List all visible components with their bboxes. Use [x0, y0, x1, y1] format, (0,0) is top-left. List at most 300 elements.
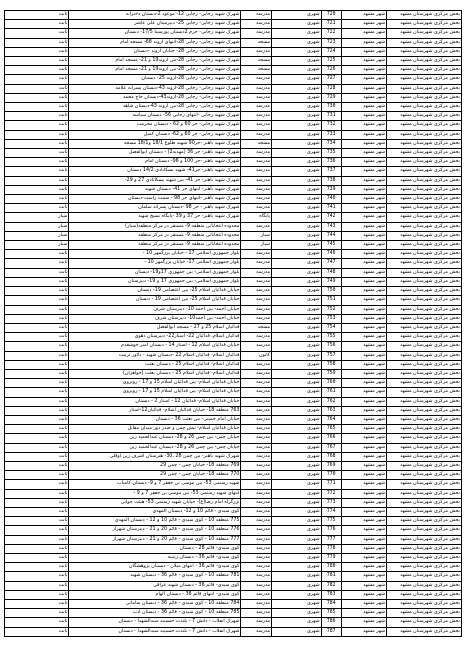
station-number-cell: 770	[321, 471, 341, 480]
region-cell: بخش مرکزی شهرستان مشهد	[387, 333, 462, 342]
region-cell: بخش مرکزی شهرستان مشهد	[387, 590, 462, 599]
station-number-cell: 764	[321, 415, 341, 424]
venue-type-cell: مدرسه	[241, 443, 272, 452]
station-number-cell: 731	[321, 112, 341, 121]
table-row	[5, 314, 462, 323]
region-cell: بخش مرکزی شهرستان مشهد	[387, 517, 462, 526]
city-cell: شهر مشهد	[341, 434, 386, 443]
status-cell: ثابت	[5, 342, 69, 351]
status-cell: سیار	[5, 213, 69, 222]
city-cell: شهر مشهد	[341, 618, 386, 627]
area-type-cell: شهری	[272, 222, 322, 231]
status-cell: ثابت	[5, 112, 69, 121]
status-cell: ثابت	[5, 572, 69, 581]
table-row	[5, 406, 462, 415]
area-type-cell: شهری	[272, 75, 322, 84]
city-cell: شهر مشهد	[341, 507, 386, 516]
venue-type-cell: مدرسه	[241, 176, 272, 185]
station-number-cell: 762	[321, 397, 341, 406]
city-cell: شهر مشهد	[341, 231, 386, 240]
table-row	[5, 471, 462, 480]
venue-type-cell: مدرسه	[241, 20, 272, 29]
station-number-cell: 748	[321, 268, 341, 277]
venue-type-cell: مدرسه	[241, 600, 272, 609]
status-cell: ثابت	[5, 250, 69, 259]
area-type-cell: شهری	[272, 296, 322, 305]
status-cell: سیار	[5, 231, 69, 240]
area-type-cell: شهری	[272, 241, 322, 250]
area-type-cell: شهری	[272, 103, 322, 112]
table-row	[5, 581, 462, 590]
station-number-cell: 754	[321, 323, 341, 332]
city-cell: شهر مشهد	[341, 103, 386, 112]
city-cell: شهر مشهد	[341, 66, 386, 75]
area-type-cell: شهری	[272, 323, 322, 332]
table-row	[5, 434, 462, 443]
table-row	[5, 526, 462, 535]
table-row	[5, 66, 462, 75]
station-number-cell: 780	[321, 563, 341, 572]
address-cell: بلوار جمهوری اسلامی- بین جمهوری 17 و 19- دبیرستان	[69, 277, 241, 286]
city-cell: شهر مشهد	[341, 342, 386, 351]
area-type-cell: شهری	[272, 57, 322, 66]
address-cell: شهرک شهید رجایی- حر 60 و 62- دبستان کمیل	[69, 130, 241, 139]
station-number-cell: 745	[321, 241, 341, 250]
city-cell: شهر مشهد	[341, 204, 386, 213]
area-type-cell: شهری	[272, 277, 322, 286]
address-cell: شهرک شهید باهنر -حر90 شهید طلوع 18/1 و18/1 مسجد	[69, 139, 241, 148]
status-cell: ثابت	[5, 590, 69, 599]
station-number-cell: 761	[321, 388, 341, 397]
table-row	[5, 287, 462, 296]
venue-type-cell: مدرسه	[241, 93, 272, 102]
venue-type-cell: مدرسه	[241, 222, 272, 231]
address-cell: شهرک شهید باهنر- بین چمن 28 ،30- هنرستان اشرف زین اوقلی	[69, 452, 241, 461]
table-row	[5, 563, 462, 572]
table-row	[5, 268, 462, 277]
table-row	[5, 553, 462, 562]
table-row	[5, 443, 462, 452]
status-cell: ثابت	[5, 507, 69, 516]
region-cell: بخش مرکزی شهرستان مشهد	[387, 149, 462, 158]
table-row	[5, 222, 462, 231]
status-cell: ثابت	[5, 20, 69, 29]
region-cell: بخش مرکزی شهرستان مشهد	[387, 388, 462, 397]
region-cell: بخش مرکزی شهرستان مشهد	[387, 618, 462, 627]
area-type-cell: شهری	[272, 333, 322, 342]
address-cell: شهرک شهید رجایی- رجایی 25- دبیرستان علی عاشر	[69, 20, 241, 29]
address-cell: شهرک شهید رجایی- رجایی 12- موعود 2-دبستان دختزانه	[69, 11, 241, 20]
station-number-cell: 732	[321, 121, 341, 130]
address-cell: خیابان احمد- بین احمد10- دبیرستان شرف	[69, 314, 241, 323]
venue-type-cell: مدرسه	[241, 268, 272, 277]
status-cell: ثابت	[5, 618, 69, 627]
address-cell: خیابان فدائیان اسلام- فدائیان 12 - استار 2 - دبستان	[69, 397, 241, 406]
polling-stations-table	[4, 10, 462, 637]
venue-type-cell: مدرسه	[241, 250, 272, 259]
status-cell: ثابت	[5, 121, 69, 130]
city-cell: شهر مشهد	[341, 489, 386, 498]
status-cell: ثابت	[5, 553, 69, 562]
status-cell: ثابت	[5, 158, 69, 167]
region-cell: بخش مرکزی شهرستان مشهد	[387, 498, 462, 507]
region-cell: بخش مرکزی شهرستان مشهد	[387, 93, 462, 102]
area-type-cell: شهری	[272, 452, 322, 461]
table-row	[5, 369, 462, 378]
status-cell: ثابت	[5, 57, 69, 66]
status-cell: ثابت	[5, 517, 69, 526]
venue-type-cell: مدرسه	[241, 627, 272, 636]
station-number-cell: 728	[321, 84, 341, 93]
status-cell: ثابت	[5, 185, 69, 194]
region-cell: بخش مرکزی شهرستان مشهد	[387, 379, 462, 388]
venue-type-cell: مدرسه	[241, 618, 272, 627]
table-row	[5, 231, 462, 240]
table-row	[5, 572, 462, 581]
venue-type-cell: مدرسه	[241, 204, 272, 213]
table-row	[5, 38, 462, 47]
region-cell: بخش مرکزی شهرستان مشهد	[387, 397, 462, 406]
table-row	[5, 498, 462, 507]
status-cell: ثابت	[5, 149, 69, 158]
region-cell: بخش مرکزی شهرستان مشهد	[387, 139, 462, 148]
area-type-cell: شهری	[272, 38, 322, 47]
status-cell: ثابت	[5, 333, 69, 342]
venue-type-cell: مدرسه	[241, 425, 272, 434]
city-cell: شهر مشهد	[341, 47, 386, 56]
city-cell: شهر مشهد	[341, 471, 386, 480]
status-cell: ثابت	[5, 461, 69, 470]
status-cell: ثابت	[5, 443, 69, 452]
table-row	[5, 507, 462, 516]
station-number-cell: 729	[321, 93, 341, 102]
region-cell: بخش مرکزی شهرستان مشهد	[387, 563, 462, 572]
station-number-cell: 759	[321, 369, 341, 378]
address-cell: 769 منطقه 18- خیابان چمن - چمن 29	[69, 461, 241, 470]
area-type-cell: شهری	[272, 342, 322, 351]
city-cell: شهر مشهد	[341, 93, 386, 102]
address-cell: 781 منطقه 10 - کوی سیدی - قائم 36 - دبستان شهید	[69, 572, 241, 581]
region-cell: بخش مرکزی شهرستان مشهد	[387, 434, 462, 443]
venue-type-cell: مدرسه	[241, 609, 272, 618]
address-cell: بلوار جمهوری اسلامی 17 - خیابان بزرگمهر 10 -	[69, 250, 241, 259]
area-type-cell: شهری	[272, 185, 322, 194]
region-cell: بخش مرکزی شهرستان مشهد	[387, 425, 462, 434]
address-cell: فدائیان اسلام، فدائیان 22- استار22- دبیرستان دهوی	[69, 333, 241, 342]
region-cell: بخش مرکزی شهرستان مشهد	[387, 158, 462, 167]
status-cell: ثابت	[5, 66, 69, 75]
address-cell: شهید رستمی 53- بین موسی بن جعفر 7 و 9- دبستان کامیاب	[69, 480, 241, 489]
venue-type-cell: مدرسه	[241, 130, 272, 139]
city-cell: شهر مشهد	[341, 158, 386, 167]
venue-type-cell: سیار	[241, 231, 272, 240]
station-number-cell: 726	[321, 66, 341, 75]
area-type-cell: شهری	[272, 287, 322, 296]
station-number-cell: 723	[321, 38, 341, 47]
status-cell: ثابت	[5, 277, 69, 286]
table-row	[5, 360, 462, 369]
status-cell: ثابت	[5, 369, 69, 378]
station-number-cell: 785	[321, 609, 341, 618]
area-type-cell: شهری	[272, 213, 322, 222]
table-row	[5, 213, 462, 222]
address-cell: کوی سیدی- انتهای قائم 36 - دبستان الهام	[69, 590, 241, 599]
station-number-cell: 769	[321, 461, 341, 470]
table-row	[5, 195, 462, 204]
venue-type-cell: مدرسه	[241, 553, 272, 562]
table-row	[5, 618, 462, 627]
region-cell: بخش مرکزی شهرستان مشهد	[387, 443, 462, 452]
city-cell: شهر مشهد	[341, 149, 386, 158]
table-row	[5, 277, 462, 286]
table-row	[5, 121, 462, 130]
address-cell: بزرگراه امام رضا(ع)- خیابان شهید رستمی 53- هیئت جوانی	[69, 498, 241, 507]
region-cell: بخش مرکزی شهرستان مشهد	[387, 11, 462, 20]
venue-type-cell: مدرسه	[241, 415, 272, 424]
region-cell: بخش مرکزی شهرستان مشهد	[387, 204, 462, 213]
city-cell: شهر مشهد	[341, 425, 386, 434]
status-cell: ثابت	[5, 609, 69, 618]
region-cell: بخش مرکزی شهرستان مشهد	[387, 287, 462, 296]
status-cell: ثابت	[5, 480, 69, 489]
city-cell: شهر مشهد	[341, 250, 386, 259]
area-type-cell: شهری	[272, 139, 322, 148]
region-cell: بخش مرکزی شهرستان مشهد	[387, 176, 462, 185]
table-row	[5, 130, 462, 139]
station-number-cell: 751	[321, 296, 341, 305]
area-type-cell: شهری	[272, 314, 322, 323]
city-cell: شهر مشهد	[341, 379, 386, 388]
region-cell: بخش مرکزی شهرستان مشهد	[387, 452, 462, 461]
station-number-cell: 767	[321, 443, 341, 452]
area-type-cell: شهری	[272, 259, 322, 268]
city-cell: شهر مشهد	[341, 535, 386, 544]
city-cell: شهر مشهد	[341, 195, 386, 204]
station-number-cell: 763	[321, 406, 341, 415]
area-type-cell: شهری	[272, 581, 322, 590]
area-type-cell: شهری	[272, 553, 322, 562]
venue-type-cell: مدرسه	[241, 369, 272, 378]
status-cell: ثابت	[5, 11, 69, 20]
area-type-cell: شهری	[272, 360, 322, 369]
address-cell: کوی سیدی- قائم 36 - انتهای میلان - دبستان پژوهشگان	[69, 563, 241, 572]
address-cell: شهرک شهید باهنر- انتهای حر 41- دبستان شهید	[69, 185, 241, 194]
area-type-cell: شهری	[272, 590, 322, 599]
venue-type-cell: مدرسه	[241, 47, 272, 56]
venue-type-cell: مدرسه	[241, 572, 272, 581]
area-type-cell: شهری	[272, 526, 322, 535]
table-row	[5, 204, 462, 213]
address-cell: خیابان فدائیان اسلام- بین فدائیان اسلام 15 و 17 - روبروی	[69, 388, 241, 397]
venue-type-cell: مدرسه	[241, 434, 272, 443]
area-type-cell: شهری	[272, 406, 322, 415]
address-cell: محدوده انتخاباتی منطقه 9- مستقر در مرکز منطقه	[69, 241, 241, 250]
station-number-cell: 725	[321, 57, 341, 66]
region-cell: بخش مرکزی شهرستان مشهد	[387, 553, 462, 562]
area-type-cell: شهری	[272, 66, 322, 75]
station-number-cell: 757	[321, 351, 341, 360]
venue-type-cell: سیار	[241, 241, 272, 250]
address-cell: 785 منطقه 10 - کوی سیدی - قائم 36 - دبستان ادب	[69, 609, 241, 618]
table-row	[5, 461, 462, 470]
city-cell: شهر مشهد	[341, 185, 386, 194]
table-row	[5, 333, 462, 342]
station-number-cell: 758	[321, 360, 341, 369]
city-cell: شهر مشهد	[341, 139, 386, 148]
address-cell: خیابان فدائیان اسلام- بین فدائیان اسلام 15 و 17 - روبروی	[69, 379, 241, 388]
venue-type-cell: مدرسه	[241, 84, 272, 93]
station-number-cell: 784	[321, 600, 341, 609]
venue-type-cell: مدرسه	[241, 259, 272, 268]
area-type-cell: شهری	[272, 388, 322, 397]
region-cell: بخش مرکزی شهرستان مشهد	[387, 241, 462, 250]
address-cell: کوی سیدی- قائم 36 - دبستان شهید عراقی	[69, 581, 241, 590]
venue-type-cell: مدرسه	[241, 305, 272, 314]
region-cell: بخش مرکزی شهرستان مشهد	[387, 231, 462, 240]
status-cell: ثابت	[5, 498, 69, 507]
table-row	[5, 480, 462, 489]
address-cell: شهرک شهید رجایی- رجایی 28-اروند 43-دبستان پسرانه علامه	[69, 84, 241, 93]
area-type-cell: شهری	[272, 609, 322, 618]
area-type-cell: شهری	[272, 130, 322, 139]
address-cell: شهرک شهید رجایی- رجایی 28-اروند 25- دبستان	[69, 75, 241, 84]
station-number-cell: 778	[321, 544, 341, 553]
station-number-cell: 740	[321, 195, 341, 204]
city-cell: شهر مشهد	[341, 351, 386, 360]
city-cell: شهر مشهد	[341, 609, 386, 618]
venue-type-cell: مدرسه	[241, 461, 272, 470]
area-type-cell: شهری	[272, 149, 322, 158]
address-cell: خیابان فدائیان اسلام- نبش چمن و صدر دور میدان مقابل	[69, 425, 241, 434]
table-row	[5, 323, 462, 332]
station-number-cell: 727	[321, 75, 341, 84]
venue-type-cell: مدرسه	[241, 167, 272, 176]
address-cell: شهرک شهید باهنر- حر 36 (مهدیه2) - دبستان ابوالفضل	[69, 149, 241, 158]
venue-type-cell: مدرسه	[241, 277, 272, 286]
status-cell: ثابت	[5, 287, 69, 296]
area-type-cell: شهری	[272, 434, 322, 443]
venue-type-cell: مدرسه	[241, 535, 272, 544]
region-cell: بخش مرکزی شهرستان مشهد	[387, 305, 462, 314]
station-number-cell: 752	[321, 305, 341, 314]
status-cell: ثابت	[5, 526, 69, 535]
address-cell: بلوار جمهوری اسلامی- بین جمهوری 17و19- دبستان	[69, 268, 241, 277]
area-type-cell: شهری	[272, 351, 322, 360]
status-cell: سیار	[5, 222, 69, 231]
venue-type-cell: مدرسه	[241, 112, 272, 121]
station-number-cell: 775	[321, 517, 341, 526]
address-cell: خیابان فدائیان اسلام 25- بین اعتصامی 19 - دبستان	[69, 296, 241, 305]
station-number-cell: 753	[321, 314, 341, 323]
region-cell: بخش مرکزی شهرستان مشهد	[387, 507, 462, 516]
table-row	[5, 241, 462, 250]
area-type-cell: شهری	[272, 443, 322, 452]
station-number-cell: 772	[321, 489, 341, 498]
area-type-cell: شهری	[272, 176, 322, 185]
status-cell: ثابت	[5, 204, 69, 213]
address-cell: شهرک شهید رجایی- رجایی 28- خیابان اروند -دبستان	[69, 47, 241, 56]
city-cell: شهر مشهد	[341, 388, 386, 397]
region-cell: بخش مرکزی شهرستان مشهد	[387, 268, 462, 277]
region-cell: بخش مرکزی شهرستان مشهد	[387, 360, 462, 369]
station-number-cell: 749	[321, 277, 341, 286]
city-cell: شهر مشهد	[341, 57, 386, 66]
area-type-cell: شهری	[272, 627, 322, 636]
status-cell: ثابت	[5, 75, 69, 84]
address-cell: شهرک شهید رجایی- رجایی 28-انتهای اروند 68- مسجد امام	[69, 38, 241, 47]
address-cell: فدائیان اسلام- فدائیان اسلام 25 - دبستان بعثت (خواهران)	[69, 369, 241, 378]
venue-type-cell: مسجد	[241, 57, 272, 66]
area-type-cell: شهری	[272, 29, 322, 38]
region-cell: بخش مرکزی شهرستان مشهد	[387, 627, 462, 636]
status-cell: ثابت	[5, 314, 69, 323]
station-number-cell: 766	[321, 434, 341, 443]
area-type-cell: شهری	[272, 11, 322, 20]
region-cell: بخش مرکزی شهرستان مشهد	[387, 66, 462, 75]
venue-type-cell: مدرسه	[241, 388, 272, 397]
station-number-cell: 750	[321, 287, 341, 296]
city-cell: شهر مشهد	[341, 241, 386, 250]
table-row	[5, 149, 462, 158]
table-row	[5, 259, 462, 268]
region-cell: بخش مرکزی شهرستان مشهد	[387, 277, 462, 286]
area-type-cell: شهری	[272, 250, 322, 259]
address-cell: خیابان احمد- بین احمد 10- دبیرستان شرف	[69, 305, 241, 314]
city-cell: شهر مشهد	[341, 268, 386, 277]
region-cell: بخش مرکزی شهرستان مشهد	[387, 489, 462, 498]
area-type-cell: شهری	[272, 93, 322, 102]
station-number-cell: 737	[321, 167, 341, 176]
city-cell: شهر مشهد	[341, 112, 386, 121]
table-row	[5, 590, 462, 599]
region-cell: بخش مرکزی شهرستان مشهد	[387, 84, 462, 93]
city-cell: شهر مشهد	[341, 397, 386, 406]
address-cell: 763 منطقه 18- خیابان فدائیان اسلام- فدائیان12-استار	[69, 406, 241, 415]
region-cell: بخش مرکزی شهرستان مشهد	[387, 195, 462, 204]
region-cell: بخش مرکزی شهرستان مشهد	[387, 213, 462, 222]
table-row	[5, 351, 462, 360]
status-cell: ثابت	[5, 268, 69, 277]
city-cell: شهر مشهد	[341, 296, 386, 305]
station-number-cell: 779	[321, 553, 341, 562]
address-cell: شهرک شهید رجایی- حر 60 و 62 - دبستان محرمت	[69, 121, 241, 130]
region-cell: بخش مرکزی شهرستان مشهد	[387, 47, 462, 56]
table-row	[5, 342, 462, 351]
table-row	[5, 627, 462, 636]
venue-type-cell: مدرسه	[241, 563, 272, 572]
table-row	[5, 20, 462, 29]
area-type-cell: شهری	[272, 84, 322, 93]
status-cell: ثابت	[5, 351, 69, 360]
venue-type-cell: مدرسه	[241, 498, 272, 507]
region-cell: بخش مرکزی شهرستان مشهد	[387, 544, 462, 553]
status-cell: ثابت	[5, 600, 69, 609]
area-type-cell: شهری	[272, 480, 322, 489]
station-number-cell: 756	[321, 342, 341, 351]
station-number-cell: 735	[321, 149, 341, 158]
table-row	[5, 305, 462, 314]
city-cell: شهر مشهد	[341, 461, 386, 470]
area-type-cell: شهری	[272, 489, 322, 498]
city-cell: شهر مشهد	[341, 277, 386, 286]
venue-type-cell: مسجد	[241, 66, 272, 75]
region-cell: بخش مرکزی شهرستان مشهد	[387, 130, 462, 139]
table-row	[5, 167, 462, 176]
venue-type-cell: مدرسه	[241, 103, 272, 112]
area-type-cell: شهری	[272, 471, 322, 480]
station-number-cell: 744	[321, 231, 341, 240]
area-type-cell: شهری	[272, 369, 322, 378]
